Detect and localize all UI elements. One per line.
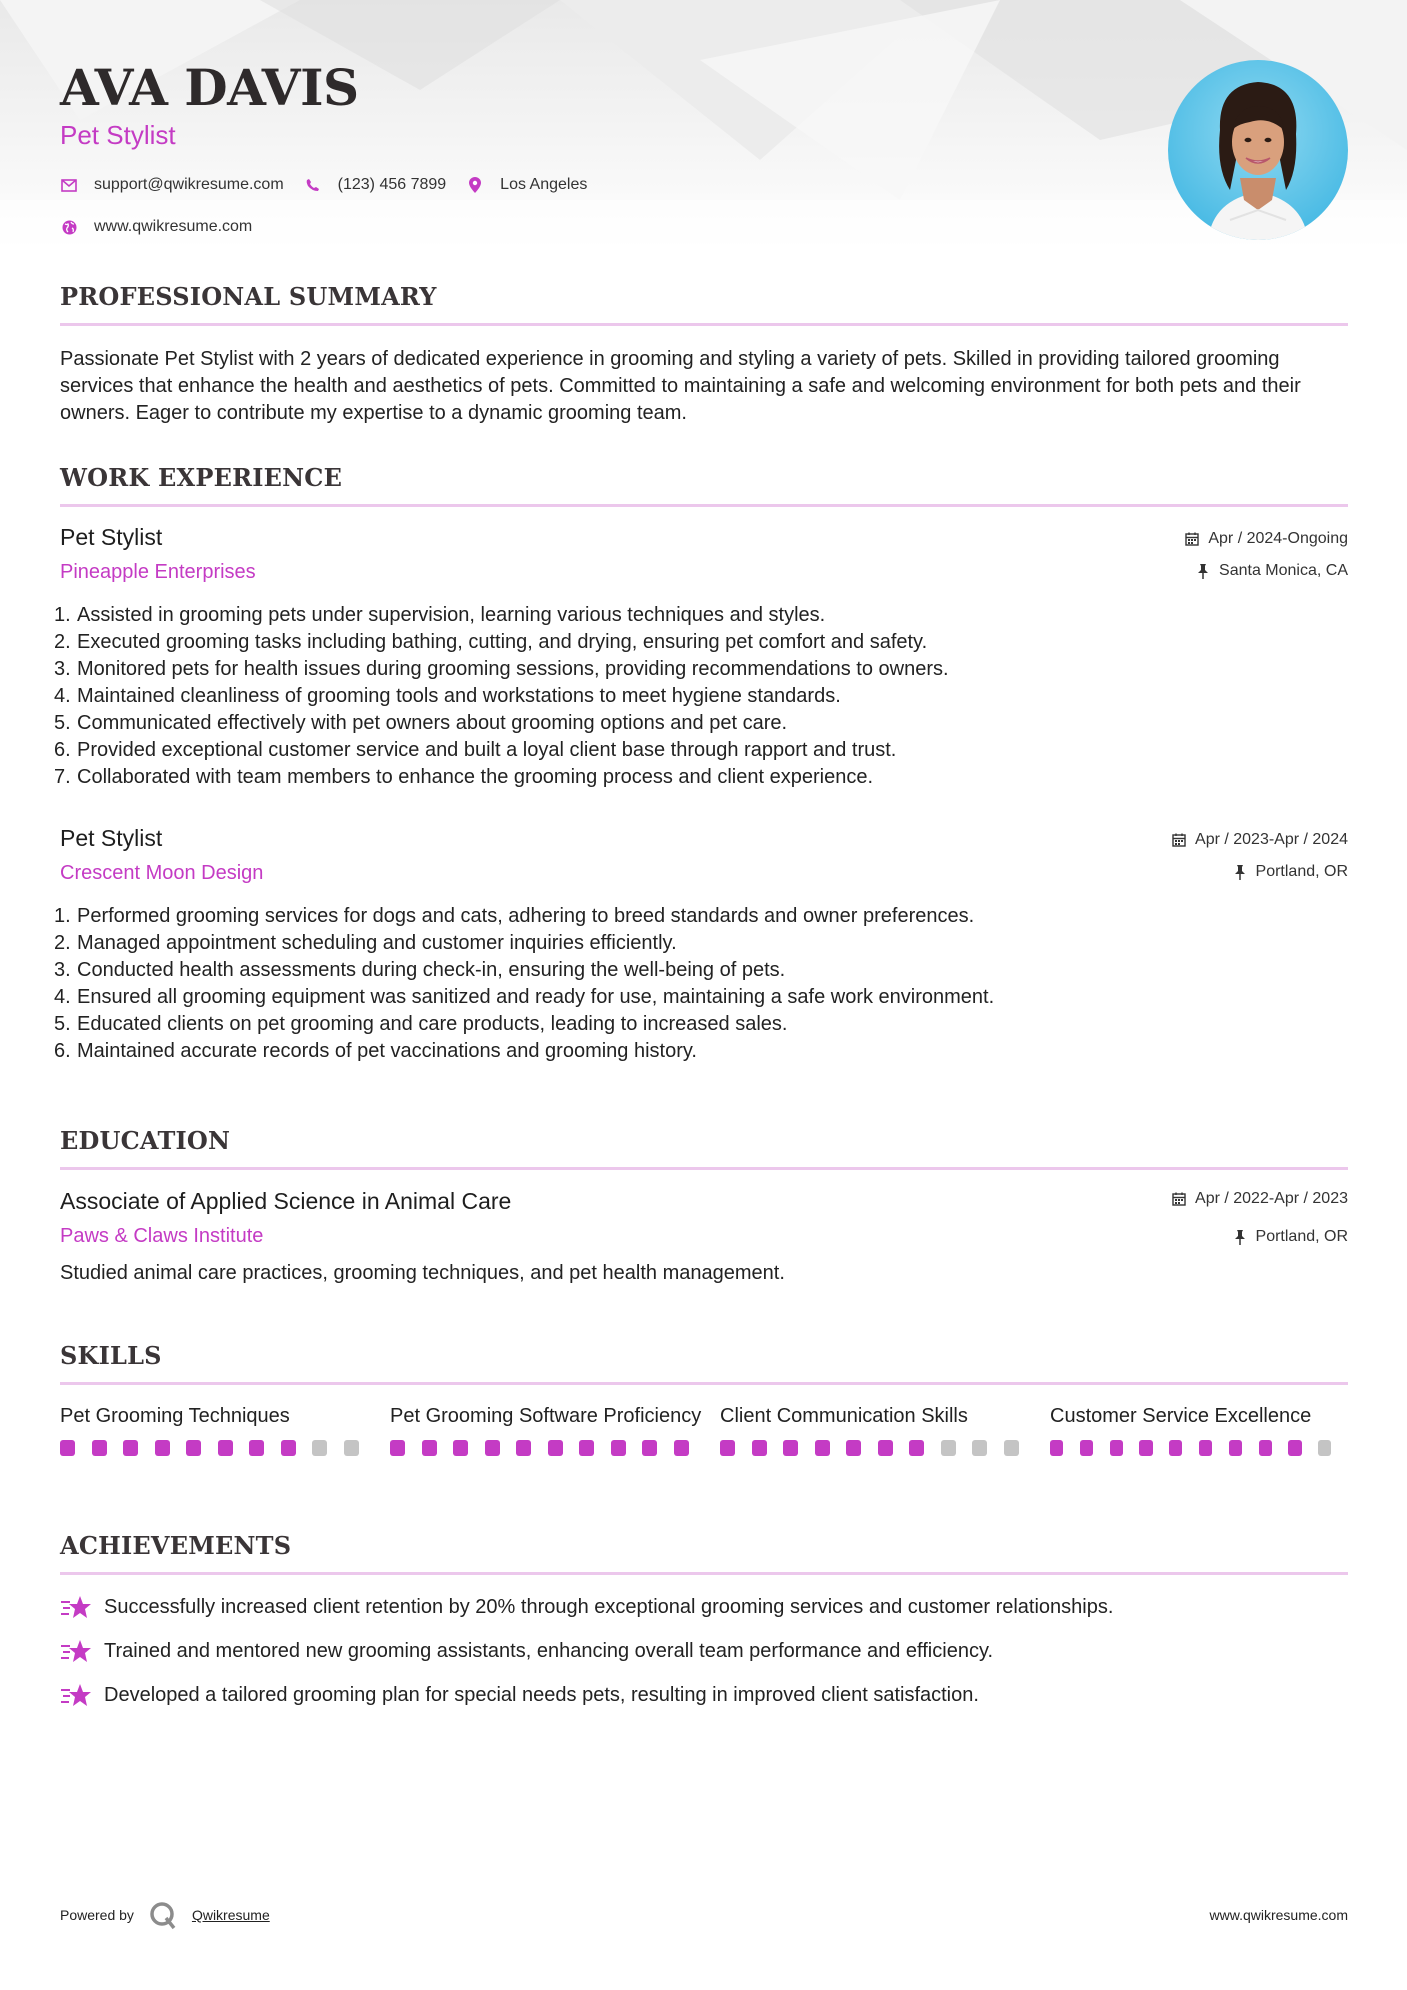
school-name: Paws & Claws Institute <box>60 1225 264 1247</box>
job-title: Pet Stylist <box>60 524 163 550</box>
calendar-icon <box>1184 531 1200 547</box>
list-item: 2. Managed appointment scheduling and customer inquiries efficiently. <box>54 932 677 954</box>
job-company: Crescent Moon Design <box>60 862 264 884</box>
rating-dot-empty <box>941 1440 956 1456</box>
map-pin-icon <box>466 176 484 194</box>
pushpin-icon <box>1195 563 1211 579</box>
shooting-star-icon <box>60 1637 92 1665</box>
rating-dot-filled <box>611 1440 626 1456</box>
job-location-text: Santa Monica, CA <box>1219 562 1348 579</box>
candidate-role: Pet Stylist <box>60 120 176 150</box>
skill-rating <box>720 1440 1050 1456</box>
rating-dot-filled <box>720 1440 735 1456</box>
resume-header <box>60 0 1348 260</box>
profile-photo <box>1168 60 1348 240</box>
skills-section <box>60 1341 1348 1456</box>
rating-dot-filled <box>783 1440 798 1456</box>
rating-dot-filled <box>878 1440 893 1456</box>
education-meta <box>1171 1190 1348 1260</box>
job-dates-text: Apr / 2023-Apr / 2024 <box>1195 831 1348 848</box>
pushpin-icon <box>1232 1229 1248 1245</box>
contact-info <box>60 170 607 254</box>
list-item: 7. Collaborated with team members to enhance the grooming process and client experience. <box>54 766 873 788</box>
rating-dot-empty <box>1318 1440 1331 1456</box>
qwikresume-link[interactable]: Qwikresume <box>191 1907 270 1923</box>
achievement-item <box>60 1593 1348 1621</box>
powered-by-label: Powered by <box>60 1907 134 1923</box>
skill-item <box>60 1403 390 1456</box>
rating-dot-filled <box>1169 1440 1182 1456</box>
education-location-text: Portland, OR <box>1255 1228 1348 1245</box>
achievement-text: Trained and mentored new grooming assistants, enhancing overall team performance and efficiency. <box>104 1639 994 1662</box>
job-entry-2 <box>54 825 1348 1065</box>
job-meta <box>1171 831 1348 895</box>
contact-email[interactable] <box>60 176 284 194</box>
email-text: support@qwikresume.com <box>94 176 284 193</box>
job-dates-text: Apr / 2024-Ongoing <box>1208 530 1348 547</box>
education-description: Studied animal care practices, grooming techniques, and pet health management. <box>60 1262 785 1284</box>
job-company: Pineapple Enterprises <box>60 561 256 583</box>
skill-name: Pet Grooming Techniques <box>60 1405 290 1427</box>
rating-dot-empty <box>1004 1440 1019 1456</box>
phone-icon <box>304 176 322 194</box>
skill-rating <box>1050 1440 1348 1456</box>
rating-dot-empty <box>312 1440 327 1456</box>
envelope-icon <box>60 176 78 194</box>
footer-website[interactable]: www.qwikresume.com <box>1209 1907 1348 1923</box>
achievement-text: Developed a tailored grooming plan for special needs pets, resulting in improved client satisfaction. <box>104 1683 979 1706</box>
rating-dot-filled <box>422 1440 437 1456</box>
rating-dot-filled <box>1288 1440 1301 1456</box>
contact-row-1 <box>60 170 607 200</box>
shooting-star-icon <box>60 1593 92 1621</box>
achievements-list <box>60 1593 1348 1709</box>
education-title: EDUCATION <box>60 1126 1348 1170</box>
list-item: 4. Ensured all grooming equipment was sanitized and ready for use, maintaining a safe work environment. <box>54 986 995 1008</box>
rating-dot-filled <box>579 1440 594 1456</box>
list-item: 3. Monitored pets for health issues during grooming sessions, providing recommendations to owners. <box>54 658 949 680</box>
education-dates <box>1171 1190 1348 1208</box>
skill-item <box>390 1403 720 1456</box>
job-location <box>1184 562 1348 580</box>
list-item: 6. Provided exceptional customer service and built a loyal client base through rapport and trust. <box>54 739 897 761</box>
globe-icon <box>60 218 78 236</box>
summary-text: Passionate Pet Stylist with 2 years of dedicated experience in grooming and styling a variety of pets. Skilled in providing tailored grooming services that enhance the health and aesthetics of pets. Committed to maintaining a safe and welcoming environment for both pets and their owners. Eager to contribute my expertise to a dynamic grooming team. <box>60 348 1301 424</box>
rating-dot-filled <box>123 1440 138 1456</box>
list-item: 3. Conducted health assessments during check-in, ensuring the well-being of pets. <box>54 959 786 981</box>
skills-list <box>60 1403 1348 1456</box>
education-dates-text: Apr / 2022-Apr / 2023 <box>1195 1190 1348 1207</box>
job-bullets <box>54 903 1348 1065</box>
shooting-star-icon <box>60 1681 92 1709</box>
rating-dot-filled <box>1050 1440 1063 1456</box>
rating-dot-filled <box>674 1440 689 1456</box>
job-dates <box>1184 530 1348 548</box>
rating-dot-filled <box>516 1440 531 1456</box>
rating-dot-filled <box>281 1440 296 1456</box>
location-text: Los Angeles <box>500 176 588 193</box>
contact-website[interactable] <box>60 218 252 236</box>
pushpin-icon <box>1232 864 1248 880</box>
qwikresume-logo-icon <box>148 1900 178 1930</box>
rating-dot-filled <box>1080 1440 1093 1456</box>
rating-dot-filled <box>548 1440 563 1456</box>
skill-rating <box>60 1440 390 1456</box>
job-entry-1 <box>54 524 1348 791</box>
phone-text: (123) 456 7899 <box>337 176 447 193</box>
resume-page <box>54 0 1348 1706</box>
rating-dot-filled <box>218 1440 233 1456</box>
page-footer <box>60 1900 1348 1930</box>
education-entry <box>60 1188 1348 1287</box>
experience-section <box>60 463 1348 507</box>
skills-title: SKILLS <box>60 1341 1348 1385</box>
list-item: 5. Communicated effectively with pet owners about grooming options and pet care. <box>54 712 788 734</box>
skill-item <box>1050 1403 1348 1456</box>
achievements-section <box>60 1531 1348 1725</box>
rating-dot-filled <box>642 1440 657 1456</box>
achievement-item <box>60 1637 1348 1665</box>
list-item: 1. Performed grooming services for dogs and cats, adhering to breed standards and owner preferences. <box>54 905 975 927</box>
skill-rating <box>390 1440 720 1456</box>
rating-dot-filled <box>485 1440 500 1456</box>
list-item: 4. Maintained cleanliness of grooming tools and workstations to meet hygiene standards. <box>54 685 841 707</box>
website-text: www.qwikresume.com <box>94 218 253 235</box>
achievement-text: Successfully increased client retention by 20% through exceptional grooming services and customer relationships. <box>104 1595 1114 1618</box>
rating-dot-filled <box>155 1440 170 1456</box>
skill-name: Pet Grooming Software Proficiency <box>390 1405 702 1427</box>
rating-dot-filled <box>1229 1440 1242 1456</box>
rating-dot-filled <box>815 1440 830 1456</box>
job-meta <box>1184 530 1348 594</box>
rating-dot-empty <box>344 1440 359 1456</box>
rating-dot-filled <box>249 1440 264 1456</box>
list-item: 6. Maintained accurate records of pet vaccinations and grooming history. <box>54 1040 697 1062</box>
achievement-item <box>60 1681 1348 1709</box>
skill-name: Customer Service Excellence <box>1050 1405 1312 1427</box>
experience-title: WORK EXPERIENCE <box>60 463 1348 507</box>
candidate-name: AVA DAVIS <box>60 58 359 117</box>
rating-dot-filled <box>909 1440 924 1456</box>
education-location <box>1171 1228 1348 1246</box>
job-dates <box>1171 831 1348 849</box>
calendar-icon <box>1171 832 1187 848</box>
rating-dot-filled <box>390 1440 405 1456</box>
rating-dot-filled <box>92 1440 107 1456</box>
rating-dot-filled <box>1110 1440 1123 1456</box>
contact-phone[interactable] <box>304 176 447 194</box>
contact-row-2 <box>60 212 607 242</box>
calendar-icon <box>1171 1191 1187 1207</box>
contact-location <box>466 176 587 194</box>
skill-item <box>720 1403 1050 1456</box>
rating-dot-filled <box>1259 1440 1272 1456</box>
achievements-title: ACHIEVEMENTS <box>60 1531 1348 1575</box>
rating-dot-filled <box>60 1440 75 1456</box>
summary-title: PROFESSIONAL SUMMARY <box>60 282 1348 326</box>
list-item: 5. Educated clients on pet grooming and care products, leading to increased sales. <box>54 1013 788 1035</box>
summary-section <box>60 282 1348 427</box>
rating-dot-filled <box>1139 1440 1152 1456</box>
job-location <box>1171 863 1348 881</box>
rating-dot-filled <box>453 1440 468 1456</box>
education-section <box>60 1126 1348 1170</box>
rating-dot-filled <box>752 1440 767 1456</box>
skill-name: Client Communication Skills <box>720 1405 968 1427</box>
job-title: Pet Stylist <box>60 825 163 851</box>
degree-title: Associate of Applied Science in Animal Care <box>60 1188 512 1214</box>
list-item: 2. Executed grooming tasks including bathing, cutting, and drying, ensuring pet comfort and safety. <box>54 631 928 653</box>
rating-dot-empty <box>972 1440 987 1456</box>
rating-dot-filled <box>186 1440 201 1456</box>
job-location-text: Portland, OR <box>1255 863 1348 880</box>
job-bullets <box>54 602 1348 791</box>
rating-dot-filled <box>846 1440 861 1456</box>
list-item: 1. Assisted in grooming pets under supervision, learning various techniques and styles. <box>54 604 826 626</box>
rating-dot-filled <box>1199 1440 1212 1456</box>
